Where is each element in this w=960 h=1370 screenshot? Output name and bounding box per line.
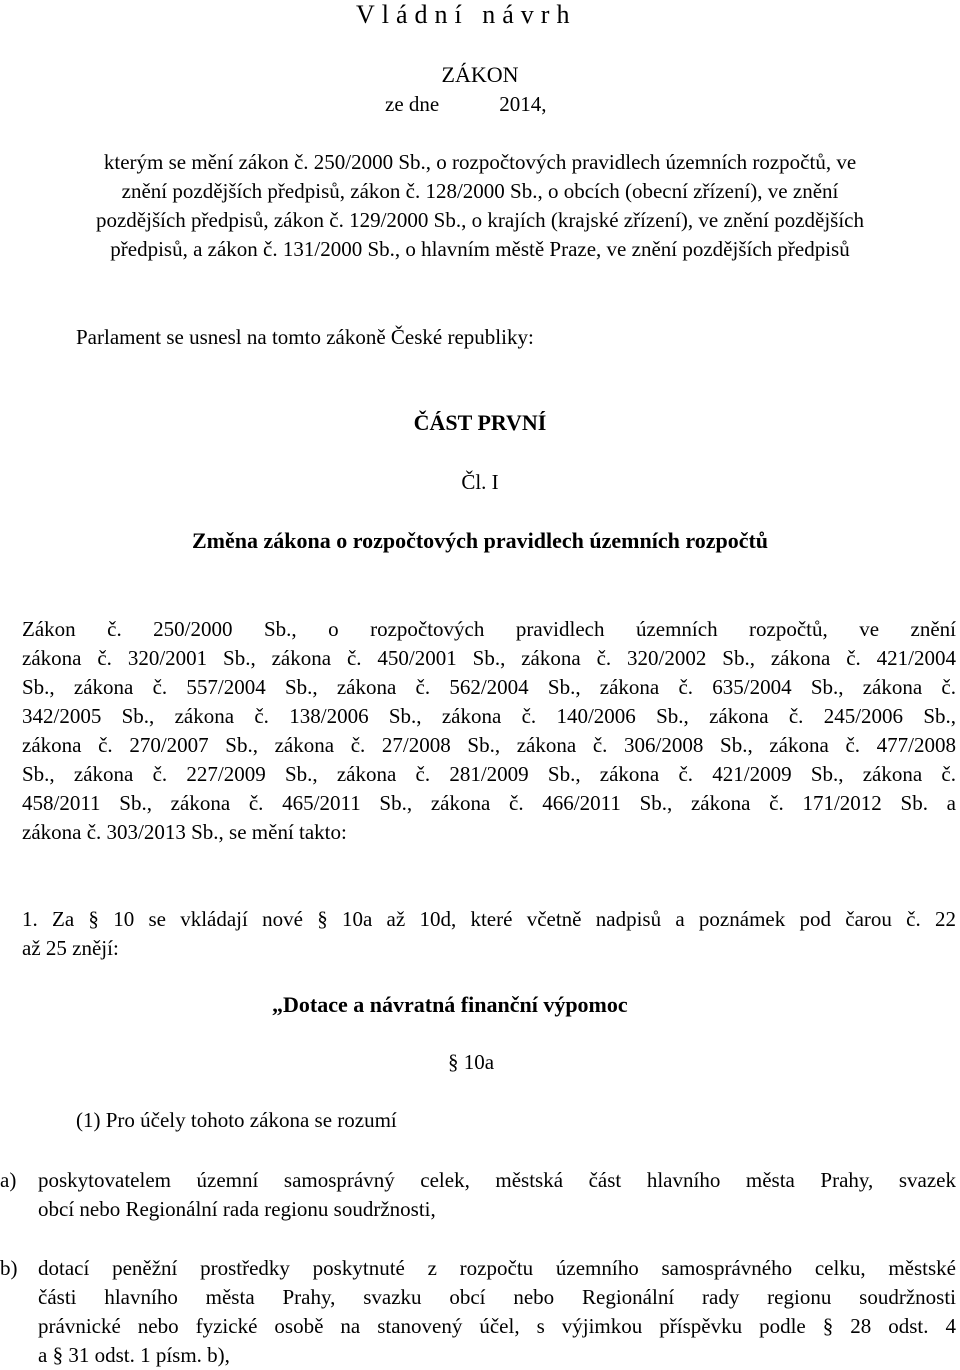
- date-prefix: ze dne: [385, 92, 440, 116]
- subject-line: znění pozdějších předpisů, zákon č. 128/2000 Sb., o obcích (obecní zřízení), ve znění: [121, 179, 839, 203]
- paragraph-line: zákona č. 320/2001 Sb., zákona č. 450/2001 Sb., zákona č. 320/2002 Sb., zákona č. 421/2004: [22, 646, 956, 670]
- item-line: obcí nebo Regionální rada regionu soudržnosti,: [38, 1197, 436, 1221]
- section-heading: „Dotace a návratná finanční výpomoc: [272, 992, 628, 1017]
- amendment-point-1: [22, 905, 956, 963]
- subject-line: předpisů, a zákon č. 131/2000 Sb., o hlavním městě Praze, ve znění pozdějších předpisů: [110, 237, 850, 261]
- item-line: poskytovatelem územní samosprávný celek, městská část hlavního města Prahy, svazek: [38, 1168, 956, 1192]
- item-marker: a): [0, 1168, 17, 1192]
- definition-item-a: [0, 1166, 956, 1224]
- paragraph-line: 342/2005 Sb., zákona č. 138/2006 Sb., zákona č. 140/2006 Sb., zákona č. 245/2006 Sb.,: [22, 704, 956, 728]
- law-subject: [0, 148, 960, 264]
- paragraph-line: Sb., zákona č. 227/2009 Sb., zákona č. 281/2009 Sb., zákona č. 421/2009 Sb., zákona č.: [22, 762, 956, 786]
- item-marker: b): [0, 1256, 18, 1280]
- item-line: části hlavního města Prahy, svazku obcí nebo Regionální rady regionu soudržnosti: [38, 1285, 956, 1309]
- paragraph-line: zákona č. 270/2007 Sb., zákona č. 27/2008 Sb., zákona č. 306/2008 Sb., zákona č. 477/2008: [22, 733, 956, 757]
- date-year: 2014,: [499, 92, 547, 116]
- item-line: a § 31 odst. 1 písm. b),: [38, 1343, 230, 1367]
- point-line: 1. Za § 10 se vkládají nové § 10a až 10d, které včetně nadpisů a poznámek pod čarou č. 22: [22, 907, 956, 931]
- preamble: Parlament se usnesl na tomto zákoně České republiky:: [76, 325, 534, 349]
- point-line: až 25 znějí:: [22, 936, 119, 960]
- subject-line: pozdějších předpisů, zákon č. 129/2000 Sb., o krajích (krajské zřízení), ve znění pozdějších: [95, 208, 864, 232]
- paragraph-line: zákona č. 303/2013 Sb., se mění takto:: [22, 820, 347, 844]
- amendment-paragraph: [22, 615, 956, 847]
- paragraph-line: Zákon č. 250/2000 Sb., o rozpočtových pravidlech územních rozpočtů, ve znění: [22, 617, 956, 641]
- item-line: právnické nebo fyzické osobě na stanovený účel, s výjimkou příspěvku podle § 28 odst. 4: [38, 1314, 956, 1338]
- definition-intro: (1) Pro účely tohoto zákona se rozumí: [76, 1108, 397, 1132]
- subject-line: kterým se mění zákon č. 250/2000 Sb., o rozpočtových pravidlech územních rozpočtů, ve: [103, 150, 857, 174]
- section-mark: § 10a: [448, 1050, 495, 1074]
- paragraph-line: Sb., zákona č. 557/2004 Sb., zákona č. 562/2004 Sb., zákona č. 635/2004 Sb., zákona č.: [22, 675, 956, 699]
- law-date: [385, 92, 546, 117]
- article-title: Změna zákona o rozpočtových pravidlech územních rozpočtů: [191, 528, 769, 553]
- paragraph-line: 458/2011 Sb., zákona č. 465/2011 Sb., zákona č. 466/2011 Sb., zákona č. 171/2012 Sb. a: [22, 791, 956, 815]
- law-title: ZÁKON: [441, 62, 519, 87]
- definition-item-b: [0, 1254, 956, 1370]
- draft-label: Vládní návrh: [356, 0, 577, 29]
- item-line: dotací peněžní prostředky poskytnuté z rozpočtu územního samosprávného celku, městské: [38, 1256, 956, 1280]
- part-heading: ČÁST PRVNÍ: [413, 410, 547, 435]
- article-number: Čl. I: [461, 470, 499, 494]
